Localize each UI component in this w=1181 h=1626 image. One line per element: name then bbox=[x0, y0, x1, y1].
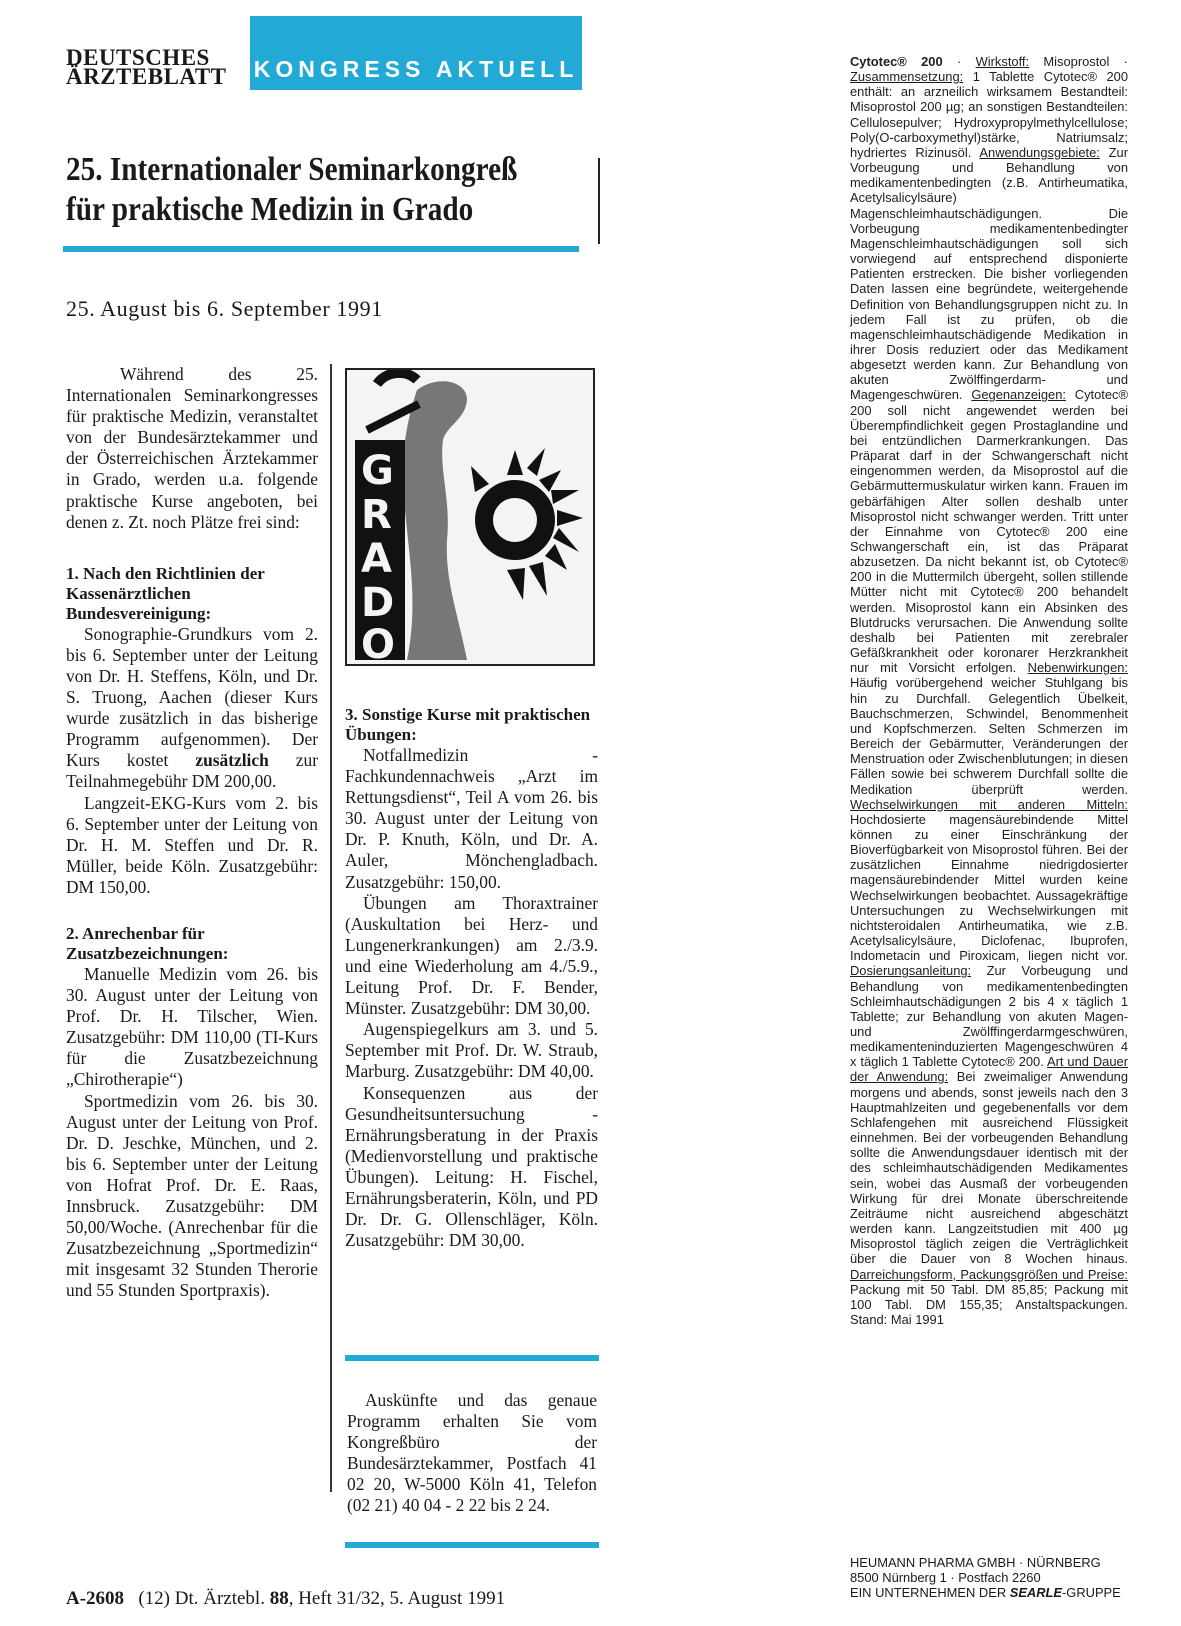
company-name: HEUMANN PHARMA GMBH · NÜRNBERG bbox=[850, 1555, 1101, 1570]
label-dosierung: Dosierungsanleitung: bbox=[850, 963, 972, 979]
contact-rule-bottom bbox=[345, 1542, 599, 1548]
masthead-line1: DEUTSCHES bbox=[66, 45, 210, 70]
intro-paragraph: Während des 25. Internationalen Seminarkongresses für praktische Medizin, veranstaltet von der Bundesärztekammer und der Österreichischen Ärztekammer in Grado, werden u.a. folgende praktische Kurse angeboten, bei denen z. Zt. noch Plätze frei sind: bbox=[66, 364, 318, 532]
text-art-dauer: Bei zweimaliger Anwendung morgens und abends, sonst jeweils nach den 3 Hauptmahlzeiten und gegebenenfalls vor dem Schlafengehen mit ausreichend Flüssigkeit einnehmen. Bei der vorbeugenden Behandlung sollte die Anwendungsdauer identisch mit der des schleimhautschädigenden Medikamentes sein, wobei das Ausmaß der vorbeugenden Wirkung für drei Monate überschreitende Zeiträume nicht ausreichend abgeschätzt werden kann. Langzeitstudien mit 400 µg Misoprostol täglich zeigen die Verträglichkeit über die Dauer von 8 Wochen hinaus. bbox=[850, 1069, 1128, 1267]
contact-rule-top bbox=[345, 1355, 599, 1361]
section-3-paragraph-1: Notfallmedizin - Fachkundennachweis „Arzt im Rettungsdienst“, Teil A vom 26. bis 30. August unter der Leitung von Dr. P. Knuth, Köln, und Dr. A. Auler, Mönchengladbach. Zusatzgebühr: 150,00. bbox=[345, 745, 598, 892]
title-line1: 25. Internationaler Seminarkongreß bbox=[66, 151, 518, 188]
label-nebenwirkungen: Nebenwirkungen: bbox=[1027, 660, 1128, 676]
text-run: zur Teilnahmegebühr DM 200,00. bbox=[66, 750, 318, 792]
label-art-dauer: Art und Dauer der Anwendung: bbox=[850, 1054, 1128, 1085]
article-column-2 bbox=[345, 705, 598, 1251]
label-wirkstoff: Wirkstoff: bbox=[975, 54, 1030, 69]
section-3-paragraph-3: Augenspiegelkurs am 3. und 5. September mit Prof. Dr. W. Straub, Marburg. Zusatzgebühr: DM 40,00. bbox=[345, 1019, 598, 1082]
title-side-rule bbox=[598, 158, 600, 244]
text-run: -GRUPPE bbox=[1062, 1585, 1121, 1601]
text-gegenanzeigen: Cytotec® 200 soll nicht angewendet werden bei Überempfindlichkeit gegen Prostaglandine und bei entzündlichen Darmerkrankungen. Das Präparat darf in der Schwangerschaft nicht eingenommen werden, da Misoprostol auf die Gebärmuttermuskulatur wirken kann. Frauen im gebärfähigen Alter sollen deshalb unter Misoprostol nicht schwanger werden. Tritt unter der Einnahme von Cytotec® 200 eine Schwangerschaft ein, ist das Präparat abzusetzen. Da nicht bekannt ist, ob Cytotec® 200 in die Muttermilch übergeht, sollen stillende Mütter nicht mit Cytotec® 200 behandelt werden. Misoprostol kann ein Absinken des Blutdrucks verursachen. Die Anwendung sollte deshalb bei Patienten mit zerebraler Gefäßkrankheit oder koronarer Herzkrankheit nur mit Vorsicht erfolgen. bbox=[850, 387, 1128, 676]
searle-logo: SEARLE bbox=[1009, 1585, 1063, 1601]
company-group bbox=[850, 1585, 1140, 1600]
section-3-paragraph-4: Konsequenzen aus der Gesundheitsuntersuchung - Ernährungsberatung in der Praxis (Medienvorstellung und praktische Übungen). Leitung: H. Fischel, Ernährungsberaterin, Köln, und PD Dr. Dr. G. Ollenschläger, Köln. Zusatzgebühr: DM 30,00. bbox=[345, 1082, 598, 1251]
text-run: Sonographie-Grundkurs vom 2. bis 6. September unter der Leitung von Dr. H. Steffens, Köln, und Dr. S. Truong, Aachen (dieser Kurs wurde zusätzlich in das bisherige Programm aufgenommen). Der Kurs kostet bbox=[66, 623, 318, 771]
poster-letter: D bbox=[361, 580, 395, 626]
label-wechselwirkungen: Wechselwirkungen mit anderen Mitteln: bbox=[850, 796, 1128, 812]
section-label: KONGRESS AKTUELL bbox=[253, 56, 579, 82]
section-1-paragraph-2: Langzeit-EKG-Kurs vom 2. bis 6. September unter der Leitung von Dr. H. M. Steffen und Dr. R. Müller, beide Köln. Zusatzgebühr: DM 150,00. bbox=[66, 792, 318, 897]
label-gegenanzeigen: Gegenanzeigen: bbox=[971, 387, 1066, 403]
column-divider bbox=[330, 364, 332, 1492]
poster-letter: O bbox=[361, 622, 396, 664]
title-line2: für praktische Medizin in Grado bbox=[66, 191, 474, 228]
text-darreichung: Packung mit 50 Tabl. DM 85,85; Packung mit 100 Tabl. DM 155,35; Anstaltspackungen. Stand: Mai 1991 bbox=[850, 1281, 1128, 1327]
text-wirkstoff: Misoprostol · bbox=[1029, 54, 1128, 69]
ad-company-block bbox=[850, 1555, 1140, 1600]
article-column-1 bbox=[66, 364, 318, 1301]
section-1-heading: 1. Nach den Richtlinien der Kassenärztlichen Bundesvereinigung: bbox=[66, 563, 265, 623]
masthead bbox=[66, 45, 227, 89]
text-wechselwirkungen: Hochdosierte magensäurebindende Mittel können zu einer Einschränkung der Bioverfügbarkeit von Misoprostol führen. Bei der zusätzlichen Einnahme niedrigdosierter magensäurebindender Mittel wurden keine Wechselwirkungen beobachtet. Aussagekräftige Untersuchungen zu Wechselwirkungen mit nichtsteroidalen Antirheumatika, wie z.B. Acetylsalicylsäure, Diclofenac, Ibuprofen, Indometacin und Piroxicam, liegen nicht vor. bbox=[850, 811, 1128, 964]
grado-poster-image bbox=[345, 368, 595, 666]
grado-poster-illustration bbox=[347, 370, 593, 664]
event-dates: 25. August bis 6. September 1991 bbox=[66, 296, 383, 321]
label-darreichung: Darreichungsform, Packungsgrößen und Preise: bbox=[850, 1266, 1128, 1282]
page-number: A-2608 bbox=[66, 1588, 125, 1609]
text-nebenwirkungen: Häufig vorübergehend weicher Stuhlgang bis hin zu Durchfall. Gelegentlich Übelkeit, Bauchschmerzen, Schwindel, Benommenheit und Kopfschmerzen. Selten Schmerzen im Bereich der Gebärmutter, Veränderungen der Menstruation oder Zwischenblutungen; in diesen Fällen sowie bei schwerem Durchfall sollte die Medikation überprüft werden. bbox=[850, 675, 1128, 797]
text-run-bold: zusätzlich bbox=[195, 750, 269, 771]
poster-letter: A bbox=[361, 536, 392, 582]
text-dosierung: Zur Vorbeugung und Behandlung von medikamentenbedingten Schleimhautschädigungen 2 bis 4 x täglich 1 Tablette; zur Behandlung von akuten Magen- und Zwölffingerdarmgeschwüren, medikamenteninduzierten Magengeschwüren 4 x täglich 1 Tablette Cytotec® 200. bbox=[850, 963, 1128, 1070]
article-title bbox=[66, 150, 518, 230]
footer-citation: (12) Dt. Ärztebl. bbox=[138, 1588, 270, 1609]
poster-letter: R bbox=[361, 492, 392, 538]
ad-product-name: Cytotec® 200 bbox=[850, 54, 943, 69]
text-run: EIN UNTERNEHMEN DER bbox=[850, 1585, 1010, 1601]
section-banner bbox=[250, 16, 582, 90]
poster-letter: G bbox=[361, 448, 394, 494]
masthead-line2: ÄRZTEBLATT bbox=[66, 64, 227, 89]
section-2-paragraph-1: Manuelle Medizin vom 26. bis 30. August unter der Leitung von Prof. Dr. H. Tilscher, Wien. Zusatzgebühr: DM 110,00 (TI-Kurs für die Zusatzbezeichnung „Chirotherapie“) bbox=[66, 963, 318, 1090]
text-anwendungsgebiete: Zur Vorbeugung und Behandlung von medikamentenbedingten (z.B. Antirheumatika, Acetylsalicylsäure) Magenschleimhautschädigungen. Die Vorbeugung medikamentenbedingter Magenschleimhautschädigungen soll sich vorwiegend auf entsprechend disponierte Patienten erstrecken. Die bisher vorliegenden Daten lassen eine begründete, weitergehende Definition von Behandlungsgruppen nicht zu. In jedem Fall ist zu prüfen, ob die magenschleimhautschädigende Medikation in ihrer Dosis reduziert oder das Medikament abgesetzt werden kann. Zur Behandlung von akuten Zwölffingerdarm- und Magengeschwüren. bbox=[850, 144, 1129, 403]
label-anwendungsgebiete: Anwendungsgebiete: bbox=[979, 144, 1100, 160]
contact-paragraph: Auskünfte und das genaue Programm erhalten Sie vom Kongreßbüro der Bundesärztekammer, Postfach 41 02 20, W-5000 Köln 41, Telefon (02 21) 40 04 - 2 22 bis 2 24. bbox=[347, 1390, 597, 1516]
section-2-heading: 2. Anrechenbar für Zusatzbezeichnungen: bbox=[66, 923, 229, 963]
section-1-paragraph-1 bbox=[66, 624, 318, 793]
section-3-paragraph-2: Übungen am Thoraxtrainer (Auskultation bei Herz- und Lungenerkrankungen) am 2./3.9. und eine Wiederholung am 4./5.9., Leitung Prof. Dr. F. Bender, Münster. Zusatzgebühr: DM 30,00. bbox=[345, 892, 598, 1019]
company-address: 8500 Nürnberg 1 · Postfach 2260 bbox=[850, 1570, 1041, 1586]
title-underline bbox=[63, 246, 579, 252]
label-zusammensetzung: Zusammensetzung: bbox=[850, 69, 964, 85]
text-zusammensetzung: 1 Tablette Cytotec® 200 enthält: an arzneilich wirksamem Bestandteil: Misoprostol 200 µg; an sonstigen Bestandteilen: Cellulosepulver; Hydroxypropylmethylcellulose; Poly(O-carboxymethyl)stärke, Natriumsalz; hydriertes Rizinusöl. bbox=[850, 69, 1128, 160]
cytotec-prescribing-info: Cytotec® 200 · Wirkstoff: Misoprostol · Zusammensetzung: 1 Tablette Cytotec® 200 enthält: an arzneilich wirksamem Bestandteil: Misoprostol 200 µg; an sonstigen Bestandteilen: Cellulosepulver; Hydroxypropylmethylcellulose; Poly(O-carboxymethyl)stärke, Natriumsalz; hydriertes Rizinusöl. Anwendungsgebiete: Zur Vorbeugung und Behandlung von medikamentenbedingten (z.B. Antirheumatika, Acetylsalicylsäure) Magenschleimhautschädigungen. Die Vorbeugung medikamentenbedingter Magenschleimhautschädigungen soll sich vorwiegend auf entsprechend disponierte Patienten erstrecken. Die bisher vorliegenden Daten lassen eine begründete, weitergehende Definition von Behandlungsgruppen nicht zu. In jedem Fall ist zu prüfen, ob die magenschleimhautschädigende Medikation in ihrer Dosis reduziert oder das Medikament abgesetzt werden kann. Zur Behandlung von akuten Zwölffingerdarm- und Magengeschwüren. Gegenanzeigen: Cytotec® 200 soll nicht angewendet werden bei Überempfindlichkeit gegen Prostaglandine und bei entzündlichen Darmerkrankungen. Das Präparat darf in der Schwangerschaft nicht eingenommen werden, da Misoprostol auf die Gebärmuttermuskulatur wirken kann. Frauen im gebärfähigen Alter sollen deshalb unter Misoprostol nicht schwanger werden. Tritt unter der Einnahme von Cytotec® 200 eine Schwangerschaft ein, ist das Präparat abzusetzen. Da nicht bekannt ist, ob Cytotec® 200 in die Muttermilch übergeht, sollen stillende Mütter nicht mit Cytotec® 200 behandelt werden. Misoprostol kann ein Absinken des Blutdrucks verursachen. Die Anwendung sollte deshalb bei Patienten mit zerebraler Gefäßkrankheit oder koronarer Herzkrankheit nur mit Vorsicht erfolgen. Nebenwirkungen: Häufig vorübergehend weicher Stuhlgang bis hin zu Durchfall. Gelegentlich Übelkeit, Bauchschmerzen, Schwindel, Benommenheit und Kopfschmerzen. Selten Schmerzen im Bereich der Gebärmutter, Veränderungen der Menstruation oder Zwischenblutungen; in diesen Fällen sowie bei schwerem Durchfall sollte die Medikation überprüft werden. Wechselwirkungen mit anderen Mitteln: Hochdosierte magensäurebindende Mittel können zu einer Einschränkung der Bioverfügbarkeit von Misoprostol führen. Bei der zusätzlichen Einnahme niedrigdosierter magensäurebindender Mittel wurden keine Wechselwirkungen beobachtet. Aussagekräftige Untersuchungen zu Wechselwirkungen mit nichtsteroidalen Antirheumatika, wie z.B. Acetylsalicylsäure, Diclofenac, Ibuprofen, Indometacin und Piroxicam, liegen nicht vor. Dosierungsanleitung: Zur Vorbeugung und Behandlung von medikamentenbedingten Schleimhautschädigungen 2 bis 4 x täglich 1 Tablette; zur Behandlung von akuten Magen- und Zwölffingerdarmgeschwüren, medikamenteninduzierten Magengeschwüren 4 x täglich 1 Tablette Cytotec® 200. Art und Dauer der Anwendung: Bei zweimaliger Anwendung morgens und abends, sonst jeweils nach den 3 Hauptmahlzeiten und gegebenenfalls vor dem Schlafengehen mit ausreichend Flüssigkeit einnehmen. Bei der vorbeugenden Behandlung sollte die Anwendungsdauer identisch mit der des schleimhautschädigenden Medikamentes sein, wobei das Ausmaß der vorbeugenden Wirkung für drei Monate überschreitende Zeiträume nicht ausreichend abgeschätzt werden kann. Langzeitstudien mit 400 µg Misoprostol täglich zeigen die Verträglichkeit über die Dauer von 8 Wochen hinaus. Darreichungsform, Packungsgrößen und Preise: Packung mit 50 Tabl. DM 85,85; Packung mit 100 Tabl. DM 155,35; Anstaltspackungen. Stand: Mai 1991 bbox=[850, 54, 1129, 1327]
section-2-paragraph-2: Sportmedizin vom 26. bis 30. August unter der Leitung von Prof. Dr. D. Jeschke, München, und 2. bis 6. September unter der Leitung von Hofrat Prof. Dr. E. Raas, Innsbruck. Zusatzgebühr: DM 50,00/Woche. (Anrechenbar für die Zusatzbezeichnung „Sportmedizin“ mit insgesamt 32 Stunden Therorie und 55 Stunden Sportpraxis). bbox=[66, 1090, 318, 1301]
section-3-heading: 3. Sonstige Kurse mit praktischen Übungen: bbox=[345, 705, 591, 744]
footer-volume: 88 bbox=[269, 1588, 289, 1609]
footer-issue: , Heft 31/32, 5. August 1991 bbox=[288, 1588, 506, 1609]
page-footer bbox=[66, 1588, 505, 1610]
